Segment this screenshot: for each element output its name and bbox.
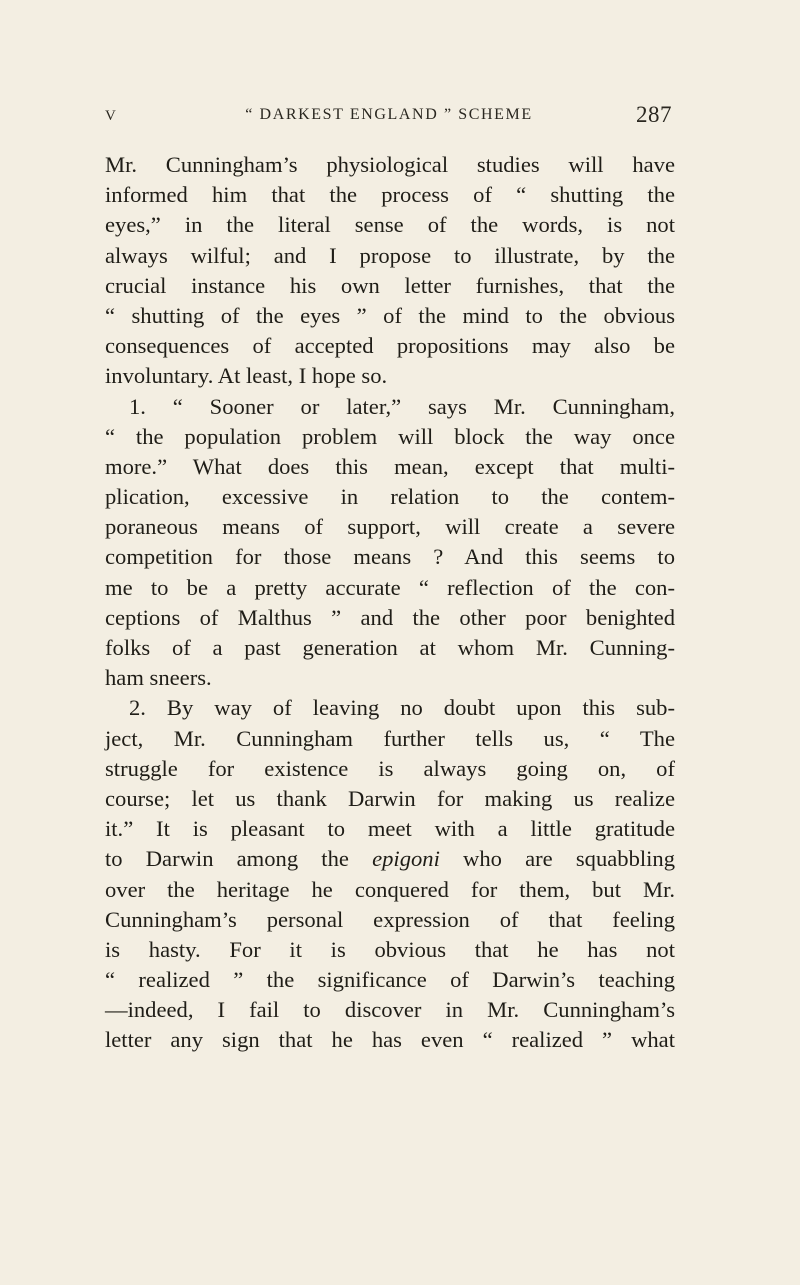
text-line: letter any sign that he has even “ realized ” what (105, 1027, 675, 1053)
text-line: course; let us thank Darwin for making us realize (105, 785, 675, 811)
text-segment: who are squabbling (463, 846, 676, 872)
text-line: ject, Mr. Cunningham further tells us, “ The (105, 725, 675, 751)
text-line: consequences of accepted propositions may also be (105, 333, 675, 359)
text-line: Cunningham’s personal expression of that feeling (105, 906, 675, 932)
text-line: over the heritage he conquered for them, but Mr. (105, 876, 675, 902)
text-line: ham sneers. (105, 665, 212, 691)
text-line: poraneous means of support, will create a severe (105, 514, 675, 540)
text-line: “ the population problem will block the way once (105, 423, 675, 449)
body-text (105, 150, 675, 1056)
text-line: —indeed, I fail to discover in Mr. Cunningham’s (105, 997, 675, 1023)
text-line: crucial instance his own letter furnishes, that the (105, 272, 675, 298)
text-line: ceptions of Malthus ” and the other poor benighted (105, 604, 675, 630)
chapter-number: V (105, 108, 118, 124)
text-line: Mr. Cunningham’s physiological studies will have (105, 152, 675, 177)
text-line: “ shutting of the eyes ” of the mind to the obvious (105, 302, 675, 328)
text-line: is hasty. For it is obvious that he has not (105, 936, 675, 962)
text-line: it.” It is pleasant to meet with a little gratitude (105, 816, 675, 842)
text-line: “ realized ” the significance of Darwin’s teaching (105, 967, 675, 993)
text-line: always wilful; and I propose to illustrate, by the (105, 242, 675, 268)
text-line: eyes,” in the literal sense of the words, is not (105, 212, 675, 238)
text-line: 1. “ Sooner or later,” says Mr. Cunningham, (129, 393, 675, 419)
running-title: “ DARKEST ENGLAND ” SCHEME (245, 106, 533, 123)
text-line: folks of a past generation at whom Mr. Cunning- (105, 635, 675, 660)
text-segment: to Darwin among the (105, 846, 349, 872)
text-line: competition for those means ? And this seems to (105, 544, 675, 570)
text-line: more.” What does this mean, except that multi- (105, 453, 675, 479)
text-line: 2. By way of leaving no doubt upon this sub- (129, 695, 675, 721)
running-head (105, 100, 670, 130)
text-line: struggle for existence is always going on, of (105, 755, 675, 781)
text-line: plication, excessive in relation to the contem- (105, 484, 675, 510)
text-line: involuntary. At least, I hope so. (105, 363, 388, 389)
text-line-with-italic (105, 844, 675, 874)
italic-word: epigoni (372, 846, 440, 872)
text-line: informed him that the process of “ shutting the (105, 182, 675, 208)
page-number: 287 (636, 102, 672, 127)
text-line: me to be a pretty accurate “ reflection of the con- (105, 574, 675, 600)
